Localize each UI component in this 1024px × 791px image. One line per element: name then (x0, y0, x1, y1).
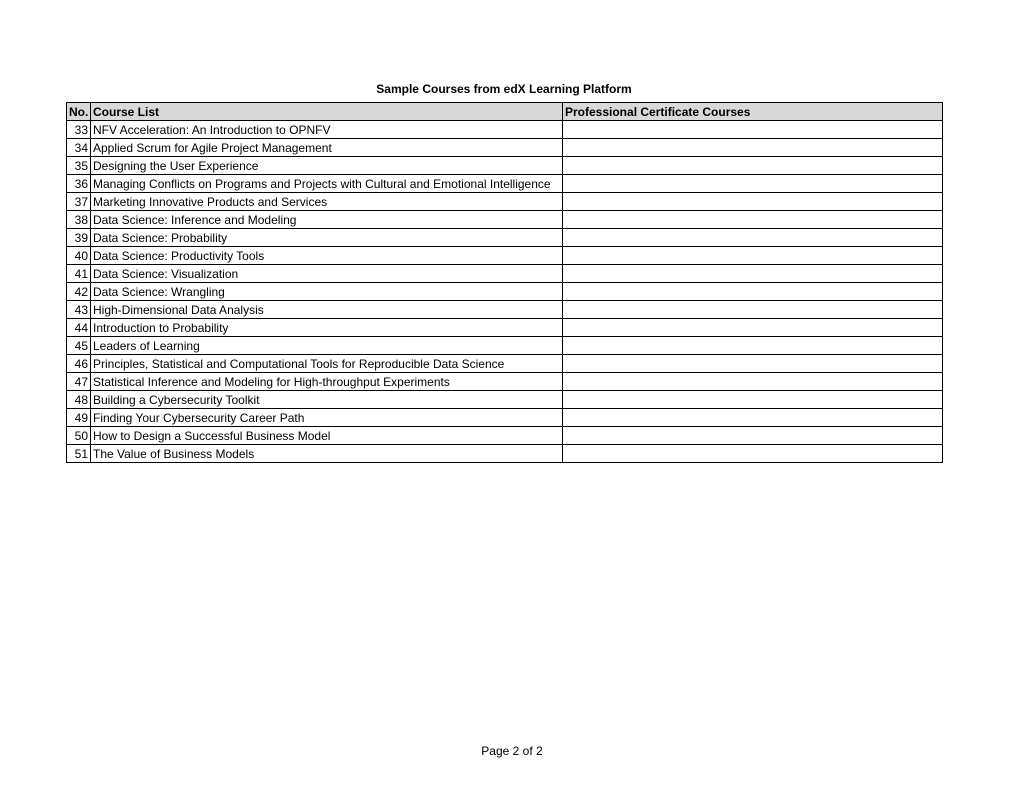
row-number: 34 (67, 139, 91, 157)
row-number: 47 (67, 373, 91, 391)
table-header-row (67, 103, 943, 121)
table-row (67, 427, 943, 445)
page-footer: Page 2 of 2 (481, 744, 543, 758)
course-name: Introduction to Probability (91, 319, 563, 337)
table-row (67, 211, 943, 229)
course-name: Designing the User Experience (91, 157, 563, 175)
table-row (67, 247, 943, 265)
course-name: Finding Your Cybersecurity Career Path (91, 409, 563, 427)
table-row (67, 157, 943, 175)
course-name: High-Dimensional Data Analysis (91, 301, 563, 319)
course-table (66, 102, 943, 463)
table-row (67, 319, 943, 337)
row-number: 37 (67, 193, 91, 211)
course-name: Marketing Innovative Products and Services (91, 193, 563, 211)
course-name: How to Design a Successful Business Model (91, 427, 563, 445)
table-row (67, 121, 943, 139)
course-name: NFV Acceleration: An Introduction to OPNFV (91, 121, 563, 139)
certificate-cell (563, 373, 943, 391)
table-row (67, 175, 943, 193)
certificate-cell (563, 409, 943, 427)
row-number: 50 (67, 427, 91, 445)
certificate-cell (563, 175, 943, 193)
header-no: No. (67, 103, 91, 121)
certificate-cell (563, 211, 943, 229)
row-number: 36 (67, 175, 91, 193)
table-row (67, 337, 943, 355)
table-row (67, 265, 943, 283)
table-row (67, 139, 943, 157)
table-row (67, 283, 943, 301)
course-name: Principles, Statistical and Computational Tools for Reproducible Data Science (91, 355, 563, 373)
course-name: The Value of Business Models (91, 445, 563, 463)
course-name: Data Science: Visualization (91, 265, 563, 283)
certificate-cell (563, 337, 943, 355)
certificate-cell (563, 121, 943, 139)
row-number: 51 (67, 445, 91, 463)
course-name: Managing Conflicts on Programs and Projects with Cultural and Emotional Intelligence (91, 175, 563, 193)
table-row (67, 391, 943, 409)
course-name: Data Science: Probability (91, 229, 563, 247)
certificate-cell (563, 283, 943, 301)
certificate-cell (563, 301, 943, 319)
certificate-cell (563, 445, 943, 463)
row-number: 42 (67, 283, 91, 301)
header-professional-certificate: Professional Certificate Courses (563, 103, 943, 121)
certificate-cell (563, 391, 943, 409)
row-number: 45 (67, 337, 91, 355)
table-row (67, 229, 943, 247)
row-number: 46 (67, 355, 91, 373)
document-title: Sample Courses from edX Learning Platform (376, 82, 632, 96)
certificate-cell (563, 229, 943, 247)
course-name: Applied Scrum for Agile Project Management (91, 139, 563, 157)
row-number: 38 (67, 211, 91, 229)
row-number: 49 (67, 409, 91, 427)
certificate-cell (563, 427, 943, 445)
row-number: 33 (67, 121, 91, 139)
course-name: Leaders of Learning (91, 337, 563, 355)
certificate-cell (563, 157, 943, 175)
row-number: 48 (67, 391, 91, 409)
row-number: 35 (67, 157, 91, 175)
row-number: 43 (67, 301, 91, 319)
table-row (67, 373, 943, 391)
certificate-cell (563, 355, 943, 373)
course-name: Data Science: Wrangling (91, 283, 563, 301)
header-course-list: Course List (91, 103, 563, 121)
certificate-cell (563, 247, 943, 265)
certificate-cell (563, 265, 943, 283)
table-body (67, 121, 943, 463)
row-number: 44 (67, 319, 91, 337)
certificate-cell (563, 319, 943, 337)
certificate-cell (563, 193, 943, 211)
row-number: 41 (67, 265, 91, 283)
certificate-cell (563, 139, 943, 157)
table-row (67, 301, 943, 319)
course-name: Data Science: Productivity Tools (91, 247, 563, 265)
table-row (67, 355, 943, 373)
table-row (67, 445, 943, 463)
table-row (67, 409, 943, 427)
row-number: 39 (67, 229, 91, 247)
course-name: Building a Cybersecurity Toolkit (91, 391, 563, 409)
course-name: Statistical Inference and Modeling for High-throughput Experiments (91, 373, 563, 391)
course-name: Data Science: Inference and Modeling (91, 211, 563, 229)
row-number: 40 (67, 247, 91, 265)
table-row (67, 193, 943, 211)
